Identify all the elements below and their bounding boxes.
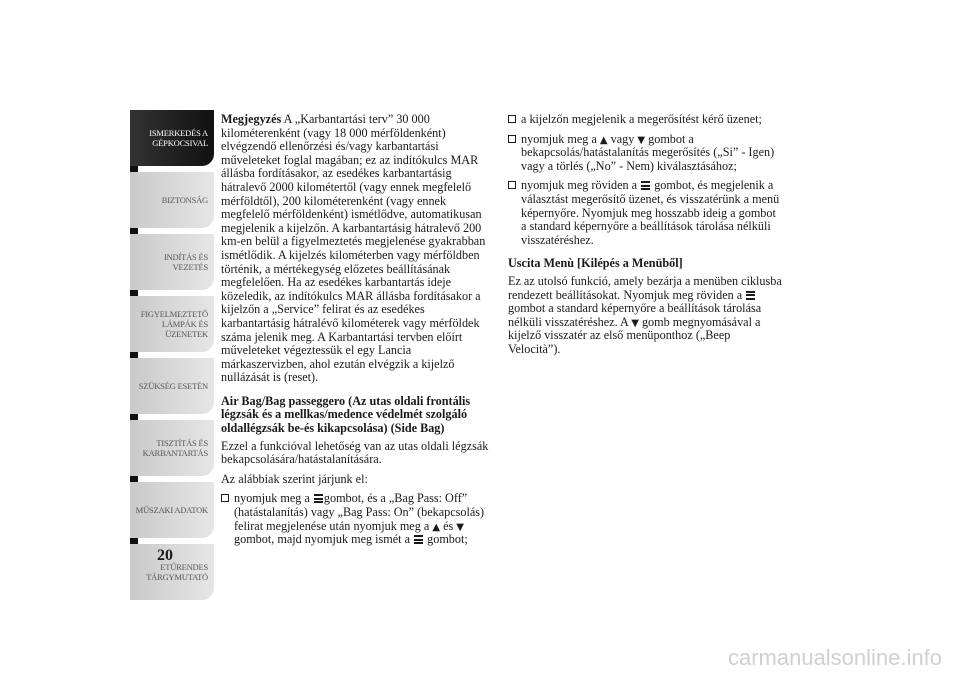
section-heading: Air Bag/Bag passeggero (Az utas oldali frontális légzsák és a mellkas/medence védelmét szolgáló oldallégzsák be-és kikapcsolása) (Side Bag) (221, 393, 471, 436)
tab-label: MŰSZAKI ADATOK (135, 505, 208, 515)
tab-label: FIGYELMEZTETŐ LÁMPÁK ÉS ÜZENETEK (140, 309, 208, 339)
list-item (508, 179, 784, 247)
steps-intro: Az alábbiak szerint járjunk el: (221, 471, 368, 486)
mode-button-icon (641, 181, 650, 190)
bullet-text: gombot, majd nyomjuk meg ismét a (234, 532, 414, 547)
tab-label: BIZTONSÁG (161, 195, 208, 205)
list-item (508, 113, 784, 127)
note-label: Megjegyzés (221, 112, 282, 126)
tab-label: SZÜKSÉG ESETÉN (138, 381, 208, 391)
bullet-box-icon (508, 181, 516, 189)
watermark: carmanualsonline.info (727, 645, 942, 670)
down-arrow-icon: ▼ (456, 521, 464, 533)
bullet-text: vagy (607, 131, 638, 146)
note-paragraph (221, 113, 493, 385)
bullet-box-icon (221, 494, 229, 502)
tab-ismerkedes[interactable] (130, 110, 214, 166)
para-text: gomb megnyomásával a kijelző visszatér az első menüponthoz („Beep Velocità”). (508, 314, 761, 356)
note-text: A „Karbantartási terv” 30 000 kilométerenként (vagy 18 000 mérföldenként) elvégzendő ellenőrzési és/vagy karbantartási műveleteket foglal magában; ez az indítókulcs MAR állásba fordításakor, az esedékes karbantartásig hátralevő 2000 kilométertől (vagy ennek megfelelő mérföldtől), 200 kilométerenként (vagy ennek megfelelő mérföldenként) ismétlődve, automatikusan megjelenik a kijelzőn. A karbantartásig hátralevő 200 km-en belül a figyelmeztetés megjelenése gyakrabban ismétlődik. A kijelzés kilométerben vagy mérföldben történik, a mértékegység előzetes beállításának megfelelően. Ha az esedékes karbantartás ideje közeledik, az indítókulcs MAR állásba fordításakor a kijelzőn a „Service” felirat és az esedékes karbantartásig hátralévő kilométerek vagy mérföldek száma jelenik meg. A Karbantartási tervben előírt műveleteket végeztessük el egy Lancia márkaszervizben, ahol ezután elvégzik a kijelző nullázását is (reset). (221, 112, 486, 385)
bullet-text: gombot a bekapcsolás/hatástalanítás megerősítés („Si” - Igen) vagy a törlés („No” - Nem) kiválasztásához; (521, 131, 775, 173)
bullet-text: gombot; (424, 532, 468, 547)
chapter-tabs (130, 110, 214, 606)
bullet-text: gombot, és a „Bag Pass: Off” (hatástalanítás) vagy „Bag Pass: On” (bekapcsolás) felirat megjelenése után nyomjuk meg a (234, 491, 485, 533)
page-number: 20 (157, 547, 173, 564)
tab-szukseg[interactable] (130, 358, 214, 414)
mode-button-icon (414, 535, 423, 544)
tab-inditas[interactable] (130, 234, 214, 290)
bullet-box-icon (508, 115, 516, 123)
list-item (221, 492, 493, 546)
tab-figyelmezteto[interactable] (130, 296, 214, 352)
para-text: gombot a standard képernyőre a beállítások tárolása nélküli visszatéréshez. A (508, 301, 762, 329)
bullet-box-icon (508, 135, 516, 143)
list-item (508, 133, 784, 174)
bullet-text: gombot, és megjelenik a választást megerősítő üzenet, és visszatérünk a menü képernyőre. Nyomjuk meg hosszabb ideig a gombot a standard képernyőre a beállítások tárolása nélküli visszatéréshez. (521, 178, 780, 247)
up-arrow-icon: ▲ (599, 134, 608, 146)
mode-button-icon (746, 291, 755, 300)
tab-biztonsag[interactable] (130, 172, 214, 228)
para-text: Ez az utolsó funkció, amely bezárja a menüben ciklusba rendezett beállításokat. Nyomjuk meg röviden a (508, 273, 782, 302)
tab-tisztitas[interactable] (130, 420, 214, 476)
left-column (221, 113, 493, 553)
section-heading: Uscita Menù [Kilépés a Menüből] (508, 256, 683, 271)
intro-paragraph: Ezzel a funkcióval lehetőség van az utas oldali légzsák bekapcsolására/hatástalanítására. (221, 438, 489, 467)
bullet-text: és (440, 518, 457, 533)
tab-muszaki[interactable] (130, 482, 214, 538)
up-arrow-icon: ▲ (432, 521, 441, 533)
down-arrow-icon: ▼ (631, 317, 639, 329)
tab-label: ISMERKEDÉS A GÉPKOCSIVAL (149, 128, 208, 148)
mode-button-icon (314, 494, 323, 503)
exit-paragraph (508, 275, 784, 357)
bullet-text: nyomjuk meg a (234, 491, 313, 506)
tab-label: ETŰRENDES TÁRGYMUTATÓ (146, 562, 208, 582)
down-arrow-icon: ▼ (637, 134, 646, 146)
right-column (508, 113, 784, 363)
bullet-text: nyomjuk meg röviden a (521, 178, 641, 193)
tab-label: TISZTÍTÁS ÉS KARBANTARTÁS (142, 438, 208, 458)
bullet-text: a kijelzőn megjelenik a megerősítést kérő üzenet; (521, 112, 762, 126)
bullet-text: nyomjuk meg a (521, 131, 600, 146)
tab-label: INDÍTÁS ÉS VEZETÉS (163, 252, 208, 272)
